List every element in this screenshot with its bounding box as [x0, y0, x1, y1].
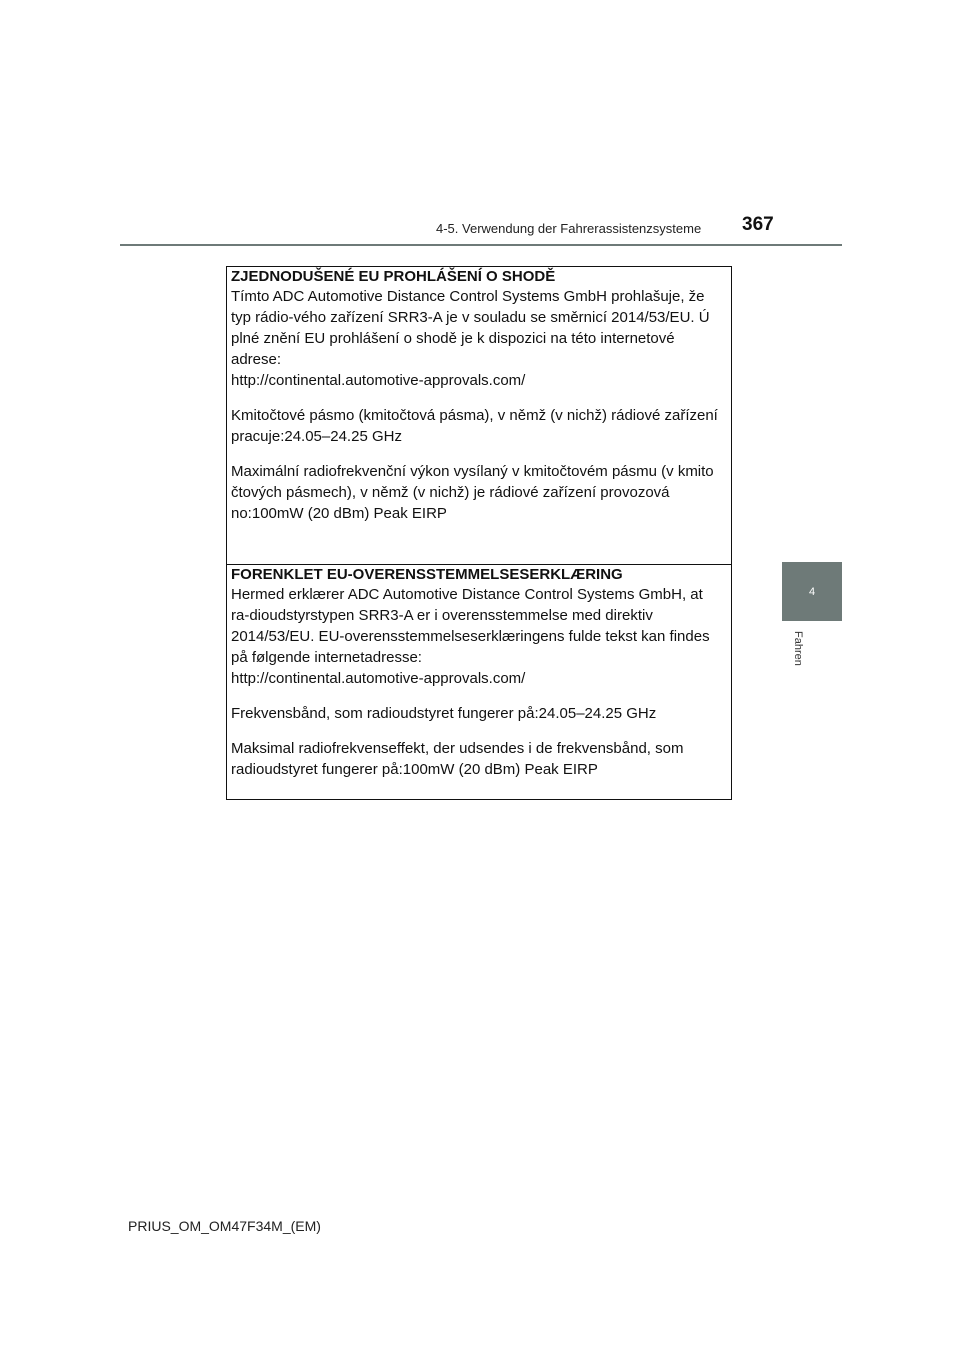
declaration-box	[226, 266, 732, 800]
max-power-czech: Maximální radiofrekvenční výkon vysílaný v kmitočtovém pásmu (v kmito čtových pásmech), v němž (v nichž) je rádiové zařízení provozová no:100mW (20 dBm) Peak EIRP	[231, 463, 714, 522]
declaration-text-danish: Hermed erklærer ADC Automotive Distance Control Systems GmbH, at ra-dioudstyrstypen SRR3-A er i overensstemmelse med direktiv 2014/53/EU. EU-overensstemmelseserklæringens fulde tekst kan findes på følgende internetadresse: http://continental.automotive-approvals.com/	[231, 586, 710, 687]
page-number: 367	[742, 214, 774, 235]
document-code: PRIUS_OM_OM47F34M_(EM)	[128, 1218, 321, 1234]
frequency-band-czech: Kmitočtové pásmo (kmitočtová pásma), v němž (v nichž) rádiové zařízení pracuje:24.05–24.25 GHz	[231, 407, 718, 445]
max-power-danish: Maksimal radiofrekvenseffekt, der udsendes i de frekvensbånd, som radioudstyret fungerer på:100mW (20 dBm) Peak EIRP	[231, 740, 684, 778]
section-title: 4-5. Verwendung der Fahrerassistenzsysteme	[436, 221, 702, 236]
declaration-text-czech: Tímto ADC Automotive Distance Control Systems GmbH prohlašuje, že typ rádio-vého zařízení SRR3-A je v souladu se směrnicí 2014/53/EU. Ú plné znění EU prohlášení o shodě je k dispozici na této internetové adrese: http://continental.automotive-approvals.com/	[231, 288, 710, 389]
chapter-label: Fahren	[792, 631, 804, 666]
header-divider	[120, 244, 842, 246]
frequency-band-danish: Frekvensbånd, som radioudstyret fungerer på:24.05–24.25 GHz	[231, 705, 657, 722]
declaration-title-danish: FORENKLET EU-OVERENSSTEMMELSESERKLÆRING	[231, 566, 623, 583]
chapter-number: 4	[808, 585, 816, 598]
declaration-title-czech: ZJEDNODUŠENÉ EU PROHLÁŠENÍ O SHODĚ	[231, 268, 556, 285]
declaration-danish	[227, 565, 731, 799]
chapter-tab[interactable]	[782, 562, 842, 621]
declaration-czech	[227, 267, 731, 565]
